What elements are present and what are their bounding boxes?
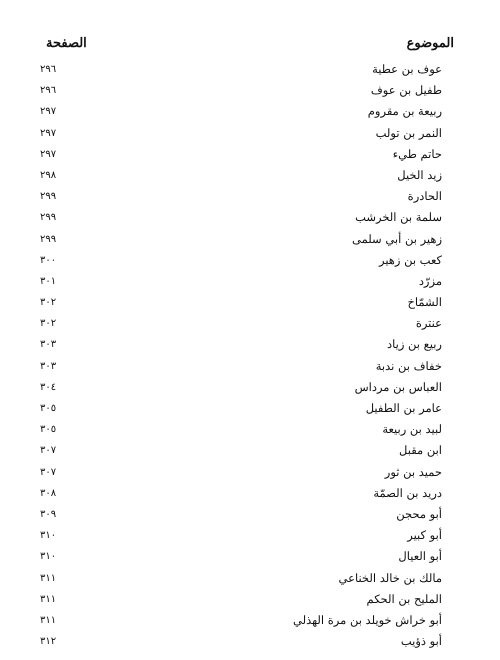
toc-entry-page: ٢٩٦ — [40, 64, 57, 75]
toc-entry-page: ٣١١ — [40, 572, 57, 584]
toc-entry-page: ٢٩٩ — [40, 212, 57, 224]
toc-entry-title: دريد بن الصمّة — [373, 485, 442, 500]
toc-entry-page: ٣١٠ — [40, 530, 57, 542]
toc-entry-title: الشمّاخ — [407, 295, 442, 310]
toc-entry-title: عنترة — [415, 316, 442, 331]
toc-entry-page: ٣٠٧ — [40, 445, 57, 457]
toc-entry — [40, 144, 442, 165]
toc-entry-page: ٣٠٢ — [40, 297, 57, 309]
toc-entry-title: ابن مقبل — [399, 443, 442, 458]
toc-entry — [40, 356, 442, 377]
toc-entry-page: ٢٩٩ — [40, 191, 57, 203]
toc-entry — [40, 419, 442, 440]
toc-entry-title: أبو كبير — [407, 528, 442, 543]
toc-entry-page: ٣١١ — [40, 593, 57, 605]
toc-entry-title: الحادرة — [407, 189, 442, 204]
toc-entry — [40, 589, 442, 610]
toc-entry-page: ٣٠٤ — [40, 381, 57, 393]
toc-entry — [40, 271, 442, 292]
toc-entry-title: لبيد بن ربيعة — [382, 422, 442, 437]
toc-entry-page: ٢٩٧ — [40, 148, 57, 160]
toc-entry-page: ٣٠٢ — [40, 318, 57, 330]
toc-entry-title: زهير بن أبي سلمى — [351, 231, 442, 246]
toc-entry-page: ٣٠٣ — [40, 339, 57, 351]
toc-entry — [40, 229, 442, 250]
toc-entry-page: ٣٠٩ — [40, 508, 57, 520]
toc-entry-title: حميد بن ثور — [384, 464, 442, 479]
toc-entry-title: أبو خراش خويلد بن مرة الهذلي — [292, 612, 442, 627]
toc-entry — [40, 462, 442, 483]
toc-entry-page: ٢٩٩ — [40, 233, 57, 245]
toc-entry — [40, 631, 442, 652]
toc-entry — [40, 398, 442, 419]
toc-entry — [40, 59, 442, 80]
toc-entry — [40, 123, 442, 144]
toc-entry-title: مالك بن خالد الخناعي — [338, 570, 442, 585]
toc-entry-title: خفاف بن ندبة — [375, 358, 442, 373]
toc-header — [46, 33, 454, 53]
toc-entry-title: أبو محجن — [396, 506, 442, 521]
toc-entry — [40, 483, 442, 504]
toc-entry — [40, 440, 442, 461]
toc-entry-page: ٢٩٦ — [40, 85, 57, 97]
page-column-heading: الصفحة — [46, 35, 87, 51]
toc-entry-page: ٣٠٠ — [40, 254, 57, 266]
toc-entry — [40, 525, 442, 546]
toc-entry-title: زيد الخيل — [397, 167, 442, 182]
toc-entry — [40, 377, 442, 398]
toc-entry-page: ٣١٠ — [40, 551, 57, 563]
toc-entry-title: المليح بن الحكم — [366, 591, 442, 606]
toc-entry-page: ٣٠٣ — [40, 360, 57, 372]
toc-entry — [40, 292, 442, 313]
toc-entry-title: العباس بن مرداس — [354, 379, 442, 394]
toc-entry — [40, 165, 442, 186]
toc-entry-page: ٢٩٨ — [40, 169, 57, 181]
toc-entry-title: عامر بن الطفيل — [365, 401, 442, 415]
toc-entry-title: النمر بن تولب — [375, 125, 442, 140]
toc-entry — [40, 568, 442, 589]
toc-entry — [40, 504, 442, 525]
toc-entry-title: سلمة بن الخرشب — [355, 210, 442, 225]
toc-entry-title: حاتم طيء — [392, 146, 442, 161]
toc-entry-title: أبو العيال — [398, 549, 442, 564]
toc-entry — [40, 250, 442, 271]
toc-entry-title: مزرّد — [418, 273, 442, 288]
toc-entry-page: ٣١٢ — [40, 636, 57, 648]
toc-entry-page: ٢٩٧ — [40, 127, 57, 139]
toc-entry — [40, 334, 442, 355]
toc-entry-title: أبو ذؤيب — [400, 634, 442, 649]
toc-entry-title: عوف بن عطية — [372, 62, 442, 76]
topic-column-heading: الموضوع — [406, 35, 454, 51]
toc-entry — [40, 101, 442, 122]
toc-entry — [40, 186, 442, 207]
toc-entry — [40, 80, 442, 101]
toc-entry — [40, 207, 442, 228]
toc-entry-title: ربيعة بن مقروم — [367, 104, 442, 119]
toc-entry — [40, 313, 442, 334]
toc-entry-page: ٣١١ — [40, 614, 57, 626]
toc-list — [40, 59, 442, 652]
toc-entry — [40, 610, 442, 631]
toc-entry-page: ٣٠٥ — [40, 424, 57, 436]
toc-entry-title: طفيل بن عوف — [370, 83, 442, 98]
toc-entry-page: ٣٠٥ — [40, 403, 57, 414]
toc-entry-title: ربيع بن زياد — [387, 337, 442, 352]
toc-entry-page: ٣٠١ — [40, 275, 57, 287]
toc-entry-page: ٣٠٧ — [40, 466, 57, 478]
toc-entry-page: ٣٠٨ — [40, 487, 57, 499]
toc-entry — [40, 546, 442, 567]
toc-entry-page: ٢٩٧ — [40, 106, 57, 118]
toc-entry-title: كعب بن زهير — [378, 252, 442, 267]
